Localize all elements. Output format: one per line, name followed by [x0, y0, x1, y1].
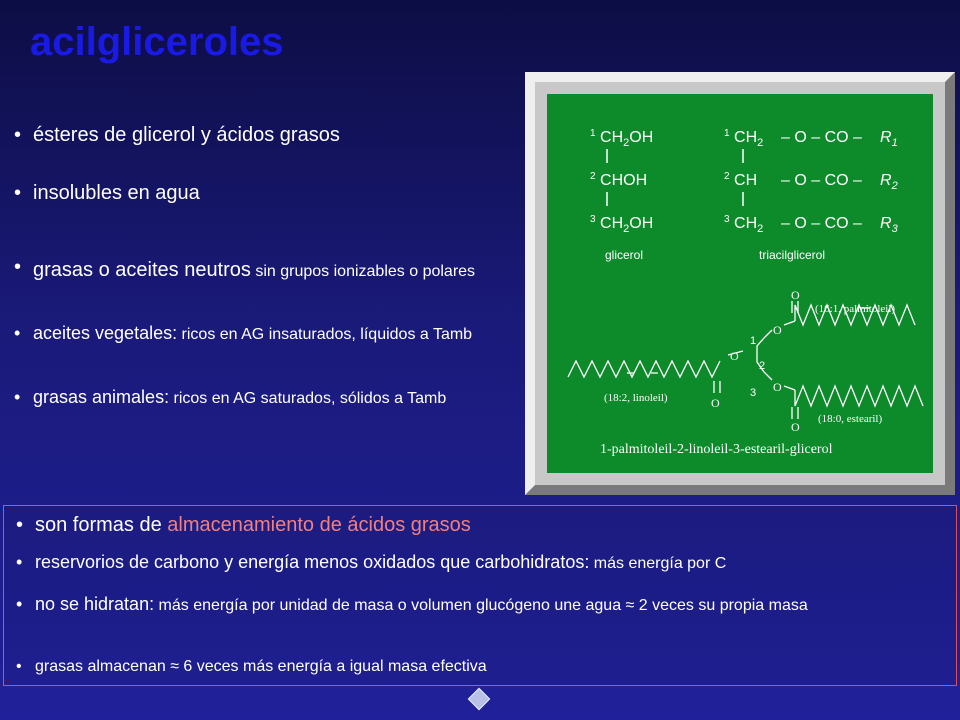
label-triacylglycerol: triacilglicerol [759, 248, 826, 262]
bullet-icon: • [14, 124, 22, 146]
bullet-item [14, 181, 529, 205]
bullet-detail: sin grupos ionizables o polares [250, 263, 476, 280]
bullet-icon: • [14, 256, 22, 278]
box-detail: más energía por C [589, 555, 727, 572]
accent-text: almacenamiento de ácidos grasos [167, 514, 471, 536]
chain-label-1: (16:1, palmitoleil) [815, 303, 896, 315]
box-detail: más energía por unidad de masa o volumen glucógeno une agua ≈ 2 veces su propia masa [154, 597, 808, 614]
r-group-3: $R_3$ [880, 215, 898, 235]
box-bullet [16, 552, 951, 574]
box-bullet [16, 513, 951, 537]
bullet-text: grasas animales: [33, 387, 170, 407]
svg-text:1 CH2OH: $^1$ $CH_2OH$ [590, 128, 654, 149]
bullet-icon: • [16, 514, 24, 536]
svg-text:1 CH2: $^1$ $CH_2$ [724, 128, 764, 149]
bullet-item [14, 387, 529, 409]
bullet-item [14, 123, 529, 147]
carbon-number-3: 3 [750, 387, 757, 399]
bullet-icon: • [16, 658, 22, 675]
bullet-icon: • [14, 323, 21, 343]
glycerol-row-3: $CH_2OH$ [600, 215, 654, 235]
oxygen-1: O [791, 288, 800, 302]
bullet-text: aceites vegetales: [33, 323, 178, 343]
summary-box [3, 505, 957, 686]
bullet-text: grasas o aceites neutros [33, 259, 251, 281]
svg-text:2 CHOH: $^2$ CHOH [590, 171, 648, 189]
tri-row-1: $CH_2$ [734, 129, 764, 149]
figure-panel [547, 94, 933, 473]
bullet-item [14, 323, 529, 345]
oxygen-ester-2: O [730, 349, 739, 363]
glycerol-row-1: $CH_2OH$ [600, 129, 654, 149]
box-text: son formas de [35, 514, 168, 536]
chain-label-2: (18:2, linoleil) [604, 392, 668, 404]
svg-text:3 CH2: $^3$ $CH_2$ [724, 214, 764, 235]
bullet-icon: • [16, 552, 23, 572]
tri-ester-1: – O – CO – [781, 129, 862, 146]
tri-ester-2: – O – CO – [781, 172, 862, 189]
figure-caption: 1-palmitoleil-2-linoleil-3-estearil-glicerol [600, 442, 833, 457]
carbon-number-2: 2 [759, 360, 766, 372]
next-slide-icon[interactable] [468, 688, 491, 711]
bullet-icon: • [16, 594, 23, 614]
glycerol-row-2: CHOH [600, 172, 648, 189]
carbon-number-1: 1 [750, 335, 757, 347]
chain-label-3: (18:0, estearil) [818, 413, 883, 425]
svg-text:3 CH2OH: $^3$ $CH_2OH$ [590, 214, 654, 235]
box-text: grasas almacenan ≈ 6 veces más energía a igual masa efectiva [35, 658, 487, 675]
r-group-2: $R_2$ [880, 172, 898, 192]
box-text: reservorios de carbono y energía menos oxidados que carbohidratos: [35, 552, 590, 572]
svg-text:2 CH: $^2$ CH [724, 171, 758, 189]
bullet-icon: • [14, 387, 21, 407]
label-glycerol: glicerol [605, 248, 644, 262]
tri-row-3: $CH_2$ [734, 215, 764, 235]
bullet-text: ésteres de glicerol y ácidos grasos [33, 124, 340, 146]
bullet-detail: ricos en AG saturados, sólidos a Tamb [169, 390, 447, 407]
r-group-1: $R_1$ [880, 129, 898, 149]
slide-title: acilgliceroles [30, 20, 284, 64]
bullet-item [14, 255, 529, 286]
oxygen-3: O [791, 420, 800, 434]
structure-diagram [547, 94, 933, 473]
box-text: no se hidratan: [35, 594, 155, 614]
box-bullet [16, 594, 951, 616]
tri-ester-3: – O – CO – [781, 215, 862, 232]
bullet-icon: • [14, 182, 22, 204]
box-bullet [16, 657, 951, 677]
oxygen-ester-3: O [773, 380, 782, 394]
bullet-detail: ricos en AG insaturados, líquidos a Tamb [177, 326, 473, 343]
bullet-text: insolubles en agua [33, 182, 200, 204]
chemical-figure [525, 72, 955, 495]
oxygen-ester-1: O [773, 323, 782, 337]
oxygen-2: O [711, 396, 720, 410]
tri-row-2: CH [734, 172, 758, 189]
